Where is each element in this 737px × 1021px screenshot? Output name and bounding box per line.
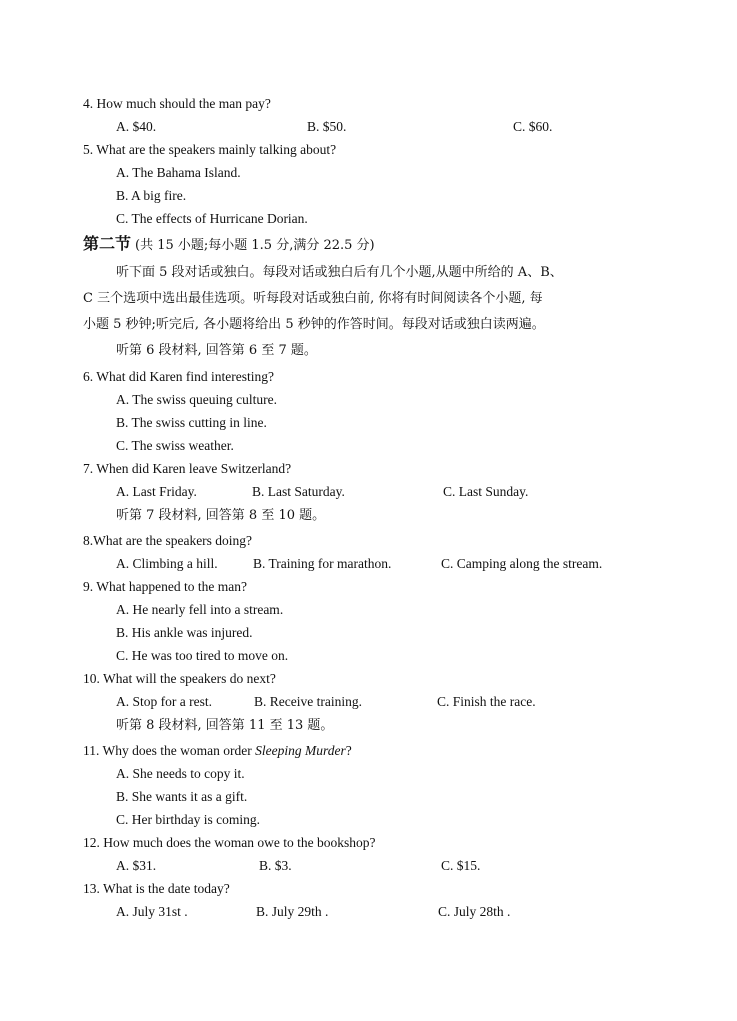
option-11c: C. Her birthday is coming. xyxy=(116,812,260,827)
option-11a: A. She needs to copy it. xyxy=(116,766,245,781)
question-9: 9. What happened to the man? xyxy=(83,579,247,594)
option-8c: C. Camping along the stream. xyxy=(441,556,603,571)
question-7: 7. When did Karen leave Switzerland? xyxy=(83,461,292,476)
option-11b: B. She wants it as a gift. xyxy=(116,789,248,804)
option-13b: B. July 29th . xyxy=(256,904,329,919)
option-12b: B. $3. xyxy=(259,858,292,873)
question-10: 10. What will the speakers do next? xyxy=(83,671,276,686)
material-6-heading: 听第 6 段材料, 回答第 6 至 7 题。 xyxy=(116,343,317,358)
option-4a: A. $40. xyxy=(116,119,157,134)
question-4: 4. How much should the man pay? xyxy=(83,96,271,111)
option-12a: A. $31. xyxy=(116,858,157,873)
material-7-heading: 听第 7 段材料, 回答第 8 至 10 题。 xyxy=(116,508,326,523)
question-6: 6. What did Karen find interesting? xyxy=(83,369,274,384)
option-9b: B. His ankle was injured. xyxy=(116,625,253,640)
option-5a: A. The Bahama Island. xyxy=(116,165,241,180)
option-9c: C. He was too tired to move on. xyxy=(116,648,289,663)
option-6a: A. The swiss queuing culture. xyxy=(116,392,277,407)
option-7c: C. Last Sunday. xyxy=(443,484,529,499)
instructions-line-1: 听下面 5 段对话或独白。每段对话或独白后有几个小题,从题中所给的 A、B、 xyxy=(116,265,563,280)
question-11 xyxy=(83,742,352,760)
question-12: 12. How much does the woman owe to the bookshop? xyxy=(83,835,376,850)
question-13: 13. What is the date today? xyxy=(83,881,230,896)
question-11-text: 11. Why does the woman order xyxy=(83,743,256,758)
option-4b: B. $50. xyxy=(307,119,347,134)
option-10a: A. Stop for a rest. xyxy=(116,694,212,709)
option-5b: B. A big fire. xyxy=(116,188,187,203)
section-note: (共 15 小题;每小题 1.5 分,满分 22.5 分) xyxy=(135,238,375,253)
option-10c: C. Finish the race. xyxy=(437,694,536,709)
instructions-line-3: 小题 5 秒钟;听完后, 各小题将给出 5 秒钟的作答时间。每段对话或独白读两遍。 xyxy=(83,317,545,332)
question-11-mark: ? xyxy=(345,743,352,758)
option-9a: A. He nearly fell into a stream. xyxy=(116,602,284,617)
option-10b: B. Receive training. xyxy=(254,694,362,709)
section-title: 第二节 xyxy=(83,234,132,253)
section-heading xyxy=(83,235,375,255)
option-7a: A. Last Friday. xyxy=(116,484,197,499)
material-8-heading: 听第 8 段材料, 回答第 11 至 13 题。 xyxy=(116,718,334,733)
option-8a: A. Climbing a hill. xyxy=(116,556,218,571)
question-5: 5. What are the speakers mainly talking about? xyxy=(83,142,337,157)
option-12c: C. $15. xyxy=(441,858,481,873)
option-7b: B. Last Saturday. xyxy=(252,484,345,499)
book-title: Sleeping Murder xyxy=(255,743,346,758)
option-5c: C. The effects of Hurricane Dorian. xyxy=(116,211,308,226)
option-13c: C. July 28th . xyxy=(438,904,511,919)
question-8: 8.What are the speakers doing? xyxy=(83,533,253,548)
option-13a: A. July 31st . xyxy=(116,904,188,919)
option-4c: C. $60. xyxy=(513,119,553,134)
option-8b: B. Training for marathon. xyxy=(253,556,392,571)
option-6c: C. The swiss weather. xyxy=(116,438,234,453)
instructions-line-2: C 三个选项中选出最佳选项。听每段对话或独白前, 你将有时间阅读各个小题, 每 xyxy=(83,291,543,306)
option-6b: B. The swiss cutting in line. xyxy=(116,415,267,430)
